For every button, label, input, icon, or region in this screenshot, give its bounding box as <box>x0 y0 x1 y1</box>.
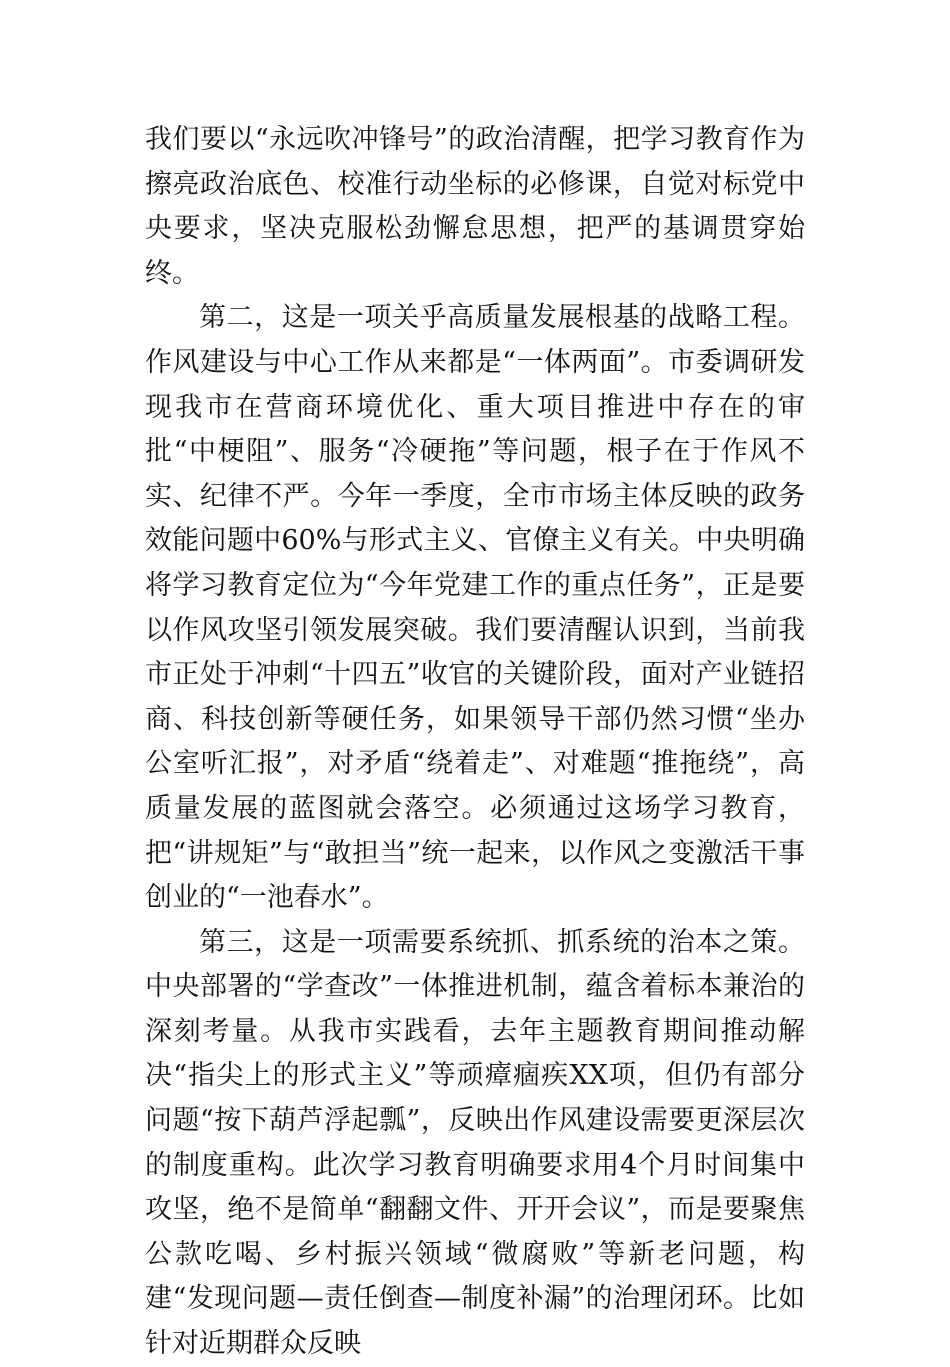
paragraph-2: 第二，这是一项关乎高质量发展根基的战略工程。作风建设与中心工作从来都是“一体两面”。市委调研发现我市在营商环境优化、重大项目推进中存在的审批“中梗阻”、服务“冷硬拖”等问题，根子在于作风不实、纪律不严。今年一季度，全市市场主体反映的政务效能问题中60%与形式主义、官僚主义有关。中央明确将学习教育定位为“今年党建工作的重点任务”，正是要以作风攻坚引领发展突破。我们要清醒认识到，当前我市正处于冲刺“十四五”收官的关键阶段，面对产业链招商、科技创新等硬任务，如果领导干部仍然习惯“坐办公室听汇报”，对矛盾“绕着走”、对难题“推拖绕”，高质量发展的蓝图就会落空。必须通过这场学习教育，把“讲规矩”与“敢担当”统一起来，以作风之变激活干事创业的“一池春水”。 <box>145 302 805 914</box>
paragraph-3: 第三，这是一项需要系统抓、抓系统的治本之策。中央部署的“学查改”一体推进机制，蕴含着标本兼治的深刻考量。从我市实践看，去年主题教育期间推动解决“指尖上的形式主义”等顽瘴痼疾XX项，但仍有部分问题“按下葫芦浮起瓢”，反映出作风建设需要更深层次的制度重构。此次学习教育明确要求用4个月时间集中攻坚，绝不是简单“翻翻文件、开开会议”，而是要聚焦公款吃喝、乡村振兴领域“微腐败”等新老问题，构建“发现问题—责任倒查—制度补漏”的治理闭环。比如针对近期群众反映 <box>145 926 805 1360</box>
document-body <box>145 118 805 1367</box>
paragraph-1: 我们要以“永远吹冲锋号”的政治清醒，把学习教育作为擦亮政治底色、校准行动坐标的必修课，自觉对标党中央要求，坚决克服松劲懈怠思想，把严的基调贯穿始终。 <box>145 124 805 289</box>
